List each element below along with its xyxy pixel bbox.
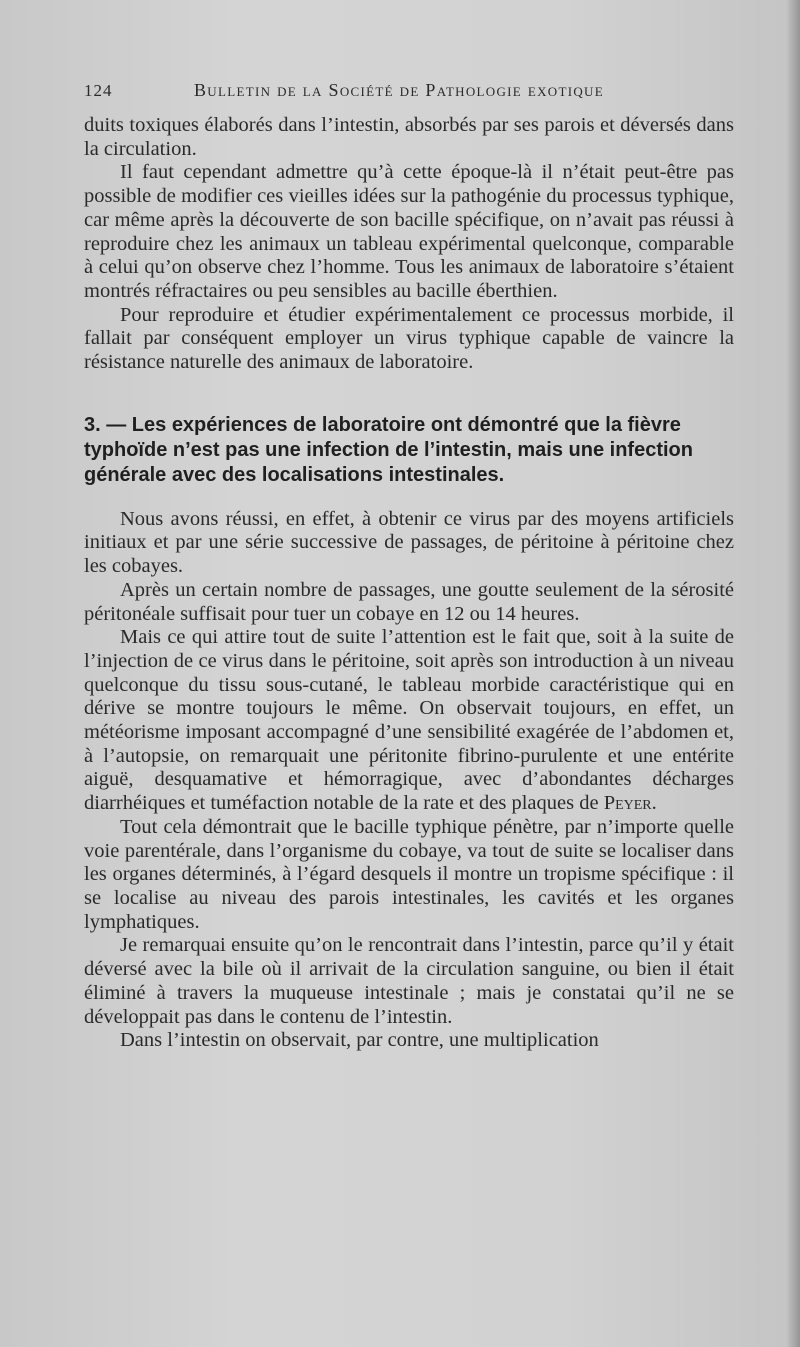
running-title: Bulletin de la Société de Pathologie exotique xyxy=(194,80,604,100)
body-text xyxy=(84,114,734,1053)
page-header xyxy=(84,80,730,101)
paragraph-serosite: Après un certain nombre de passages, une goutte seulement de la sérosité péritonéale suffisait pour tuer un cobaye en 12 ou 14 heures. xyxy=(84,578,734,625)
paragraph-virus: Pour reproduire et étudier expérimentalement ce processus morbide, il fallait par conséquent employer un virus typhique capable de vaincre la résistance naturelle des animaux de laboratoire. xyxy=(84,303,734,374)
paragraph-pathogenie: Il faut cependant admettre qu’à cette époque-là il n’était peut-être pas possible de modifier ces vieilles idées sur la pathogénie du processus typhique, car même après la découverte de son bacille spécifique, on n’avait pas réussi à reproduire chez les animaux un tableau expérimental quelconque, comparable à celui qu’on observe chez l’homme. Tous les animaux de laboratoire s’étaient montrés réfractaires ou peu sensibles au bacille éberthien. xyxy=(84,161,734,302)
paragraph-tropisme: Tout cela démontrait que le bacille typhique pénètre, par n’importe quelle voie parentérale, dans l’organisme du cobaye, va tout de suite se localiser dans les organes déterminés, à l’égard desquels il montre un tropisme spécifique : il se localise au niveau des parois intestinales, les cavités et les organes lymphatiques. xyxy=(84,815,734,933)
paragraph-continuation: duits toxiques élaborés dans l’intestin, absorbés par ses parois et déversés dans la circulation. xyxy=(84,114,734,160)
author-name: Peyer xyxy=(603,792,652,815)
paragraph-multiplication: Dans l’intestin on observait, par contre, une multiplication xyxy=(120,1029,599,1052)
section-heading: 3. — Les expériences de laboratoire ont démontré que la fièvre typhoïde n’est pas une infection de l’intestin, mais une infection générale avec des localisations intestinales. xyxy=(84,413,693,486)
paragraph-tableau-morbide xyxy=(84,626,734,816)
page-number: 124 xyxy=(84,81,113,100)
paragraph-passages: Nous avons réussi, en effet, à obtenir ce virus par des moyens artificiels initiaux et par une série successive de passages, de péritoine à péritoine chez les cobayes. xyxy=(84,507,734,578)
paragraph-text-end: . xyxy=(651,792,657,815)
page-edge-shadow xyxy=(786,0,800,1347)
paragraph-text: Mais ce qui attire tout de suite l’attention est le fait que, soit à la suite de l’injection de ce virus dans le péritoine, soit après son introduction à un niveau quelconque du tissu sous-cutané, le tableau morbide caractéristique qui en dérive se montre toujours le même. On observait toujours, en effet, un météorisme imposant accompagné d’une sensibilité exagérée de l’abdomen et, à l’autopsie, on remarquait une péritonite fibrino-purulente et une entérite aiguë, desquamative et hémorragique, avec d’abondantes décharges diarrhéiques et tuméfaction notable de la rate et des plaques de xyxy=(84,626,734,815)
paragraph-bile: Je remarquai ensuite qu’on le rencontrait dans l’intestin, parce qu’il y était déversé avec la bile où il arrivait de la circulation sanguine, ou bien il était éliminé à travers la muqueuse intestinale ; mais je constatai qu’il ne se développait pas dans le contenu de l’intestin. xyxy=(84,934,734,1028)
